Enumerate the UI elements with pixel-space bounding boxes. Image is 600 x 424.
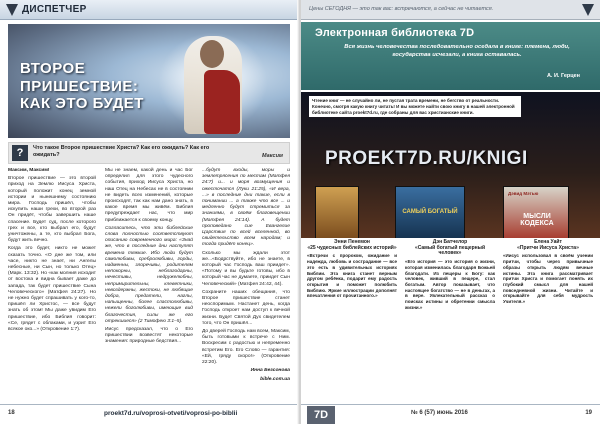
book-author: Дэн Батчелор bbox=[432, 239, 468, 245]
section-triangle-icon bbox=[582, 4, 594, 16]
salutation: Максим, Максим! bbox=[8, 168, 50, 173]
book-cover-2 bbox=[395, 186, 465, 238]
article-column-3 bbox=[202, 168, 290, 385]
question-text: Что такое Второе пришествие Христа? Как его ожидать? Как его ожидать? bbox=[33, 145, 210, 158]
book-title: «Притчи Иисуса Христа» bbox=[517, 244, 579, 251]
page-number-right: 19 bbox=[585, 410, 592, 416]
article-columns bbox=[8, 168, 290, 402]
article-paragraph: Согласитесь, что эти библейские слова полностью соответствуют описанию современного мира: «Знай же, что в последние дни наступят времена тяжкие. Ибо люди будут самолюбивы, сребролюбивы, горды, надменны, злоречивы, родителям непокорны, неблагодарны, нечестивы, недружелюбны, непримирительны, клеветники, невоздержны, жестоки, не любящие добра, предатели, наглы, напыщенны, более сластолюбивы, нежели боголюбивы, имеющие вид благочестия, силы же его отрекшиеся» (2 Тимофею 3:1–5). bbox=[105, 225, 193, 324]
article-paragraph: До дверей Господь нам всем, Максим, быть готовыми к встрече с Ним. Воскресим с радостью и непременно встретим Его. Его Слово — гарантия: «Ей, гряду скоро!» (Откровение 22:20). bbox=[202, 329, 290, 366]
book-cover-3-author: Дэвид Мэтью bbox=[508, 191, 539, 196]
question-box bbox=[8, 142, 290, 164]
question-mark-icon: ? bbox=[12, 145, 28, 161]
book-description-1 bbox=[307, 240, 397, 299]
left-footer bbox=[0, 404, 299, 424]
book-title: «25 чудесных библейских историй» bbox=[307, 244, 397, 251]
book-description-2 bbox=[405, 240, 495, 310]
article-column-2 bbox=[105, 168, 193, 348]
book-author: Энни Пенемон bbox=[334, 239, 370, 245]
right-header bbox=[301, 0, 600, 20]
right-page bbox=[301, 0, 600, 424]
footer-url[interactable]: proekt7d.ru/voprosi-otveti/voprosi-po-biblii bbox=[104, 410, 238, 417]
banner-quote: Вся жизнь человечества последовательно оседала в книге: племена, люди, государства исчезали, а книга оставалась. bbox=[344, 44, 570, 58]
book-description-3 bbox=[503, 240, 593, 305]
book-cover-3-title: МЫСЛИ КОДЕКСА bbox=[520, 213, 554, 227]
hero-title-line2: ПРИШЕСТВИЕ: КАК ЭТО БУДЕТ bbox=[20, 78, 144, 112]
section-title: ДИСПЕТЧЕР bbox=[22, 4, 87, 15]
author-site: bible.com.ua bbox=[260, 376, 290, 382]
article-paragraph: ...будут входы, моры и землетрясения по местам (Матфея 24:7) и... и моря возмущения и ожесточатся (Луки 21:25), «И вера, ...» в последние дни такие, если в понимании ... а также что все ... и медленно будут стремиться за знаниями, в своём благовещении (Матфея 24:14). А будет проповедано сие Евангелие Царствия по всей вселенной, во свидетельство всем народам; и тогда придёт конец». bbox=[202, 168, 290, 248]
book-text: «Иисус использовал в своём учении притчи, чтобы через привычные образы открыть людям вечные истины. Эта книга рассматривает притчи Христа и помогает понять их глубокий смысл для нашей повседневной жизни. Читайте и открывайте для себя мудрость Учителя.» bbox=[503, 253, 593, 305]
hero-image bbox=[8, 24, 290, 138]
right-footer bbox=[301, 404, 600, 424]
issue-number: № 6 (57) июнь 2016 bbox=[411, 410, 468, 416]
quote-author: А. И. Герцен bbox=[546, 73, 580, 79]
banner-title: Электронная библиотека 7D bbox=[315, 27, 475, 39]
right-header-text: Цены СЕГОДНЯ — это так вас: встречаются, а сейчас не читается. bbox=[309, 6, 494, 12]
book-cover-3 bbox=[503, 186, 569, 238]
article-paragraph: Сохраните наших обещания, что Второе пришествие станет неоспоримым. Настанет день, когда Господь откроет нам доступ к вечной жизни. Будет Святой Дух свидетелем того, что Он пришёл... bbox=[202, 289, 290, 326]
library-intro: Чтение книг — не случайно ли, не пустая трата времени, не бегство от реальности. Конечно, смотря какую книгу читать! И вы можете найти свою книгу в нашей электронной библиотеке сайта proekt7d.ru, где собраны для вас христианские книги. bbox=[309, 96, 521, 117]
article-paragraph: Второе пришествие — это второй приход на Землю Иисуса Христа, который положит конец земной истории и нынешнему состоянию мира. Господь пришёл, чтобы искупить наши грехи, во второй раз Он придёт, чтобы завершить наше спасение. Будет суд, после которого грех и все, кто выбрал его, будут уничтожены, а те, кто выбрал Бога, будут жить вечно. bbox=[8, 176, 96, 244]
library-image bbox=[301, 92, 600, 238]
hero-robe bbox=[204, 70, 240, 134]
library-banner bbox=[301, 22, 600, 90]
author-signature: Инна Безсонова bbox=[250, 368, 290, 374]
book-author: Елена Уайт bbox=[534, 239, 562, 245]
question-author: Максим bbox=[262, 153, 283, 159]
left-header bbox=[0, 0, 299, 20]
hero-head bbox=[200, 40, 224, 68]
book-descriptions bbox=[307, 240, 595, 400]
book-text: «Его история — это история о жизни, которая изменилась благодаря Божьей благодати. Из пещеры к Богу: как человек, живший в пещере, стал богатым. Автор показывает, что настоящее богатство — не в деньгах, а в вере. Увлекательный рассказ о поисках истины и обретении смысла жизни.» bbox=[405, 259, 495, 310]
hero-title-line1: ВТОРОЕ bbox=[20, 60, 86, 77]
book-text: «Встречи с пророком, ожидание и надежда, любовь и сострадание — все это есть в удивительных историях Библии. Эта книга станет верным другом ребёнка, подарит ему радость открытия и поможет полюбить Библию. Яркие иллюстрации дополнят впечатления от прочитанного.» bbox=[307, 253, 397, 299]
article-paragraph: Сколько мы ждали этот же...«Бодрствуйте, ибо не знаете, в который час Господь ваш приидет». «Потому и вы будьте готовы, ибо в который час не думаете, приидет Сын Человеческий» (Матфея 24:42, 44). bbox=[202, 250, 290, 287]
page-number-left: 18 bbox=[8, 410, 15, 416]
book-cover-1 bbox=[315, 186, 359, 238]
library-url[interactable]: PROEKT7D.RU/KNIGI bbox=[325, 148, 528, 169]
article-paragraph: Когда это будет, никто не может сказать точно. «О дне же том, или часе, никто не знает, ни Ангелы небесные, ни Сын, но только Отец» (Марк. 13:32). Но «как молния исходит от востока и видна бывает даже до запада, так будет пришествие Сына Человеческого» (Матфея 24:27). Но не нужно будет спрашивать у кого-то, пришёл ли Христос, — все будут знать об этом! Мы даже увидим Его пришествие, ибо Библия говорит: «Се, грядет с облаками, и узрит Его всякое око...» (Откровение 1:7). bbox=[8, 246, 96, 333]
magazine-logo: 7D bbox=[307, 406, 335, 424]
left-page bbox=[0, 0, 299, 424]
book-title: «Самый богатый пещерный человек» bbox=[414, 244, 486, 257]
book-cover-2-title: САМЫЙ БОГАТЫЙ bbox=[402, 209, 458, 215]
article-column-1 bbox=[8, 168, 96, 335]
article-paragraph: Иисус предсказал, что о Его пришествии возвестят некоторые знамения: природные бедствия... bbox=[105, 327, 193, 345]
article-paragraph: Мы не знаем, какой день и час Бог определил для этого чудесного события, приход Иисуса Христа, но наш Отец на Небесах не в состоянии не видеть всех изменений, которые происходят, так как нам дано знать, в какое время мы живём. Библия предупреждает нас, что мир приближается к своему концу. bbox=[105, 168, 193, 223]
section-triangle-icon bbox=[6, 4, 18, 16]
